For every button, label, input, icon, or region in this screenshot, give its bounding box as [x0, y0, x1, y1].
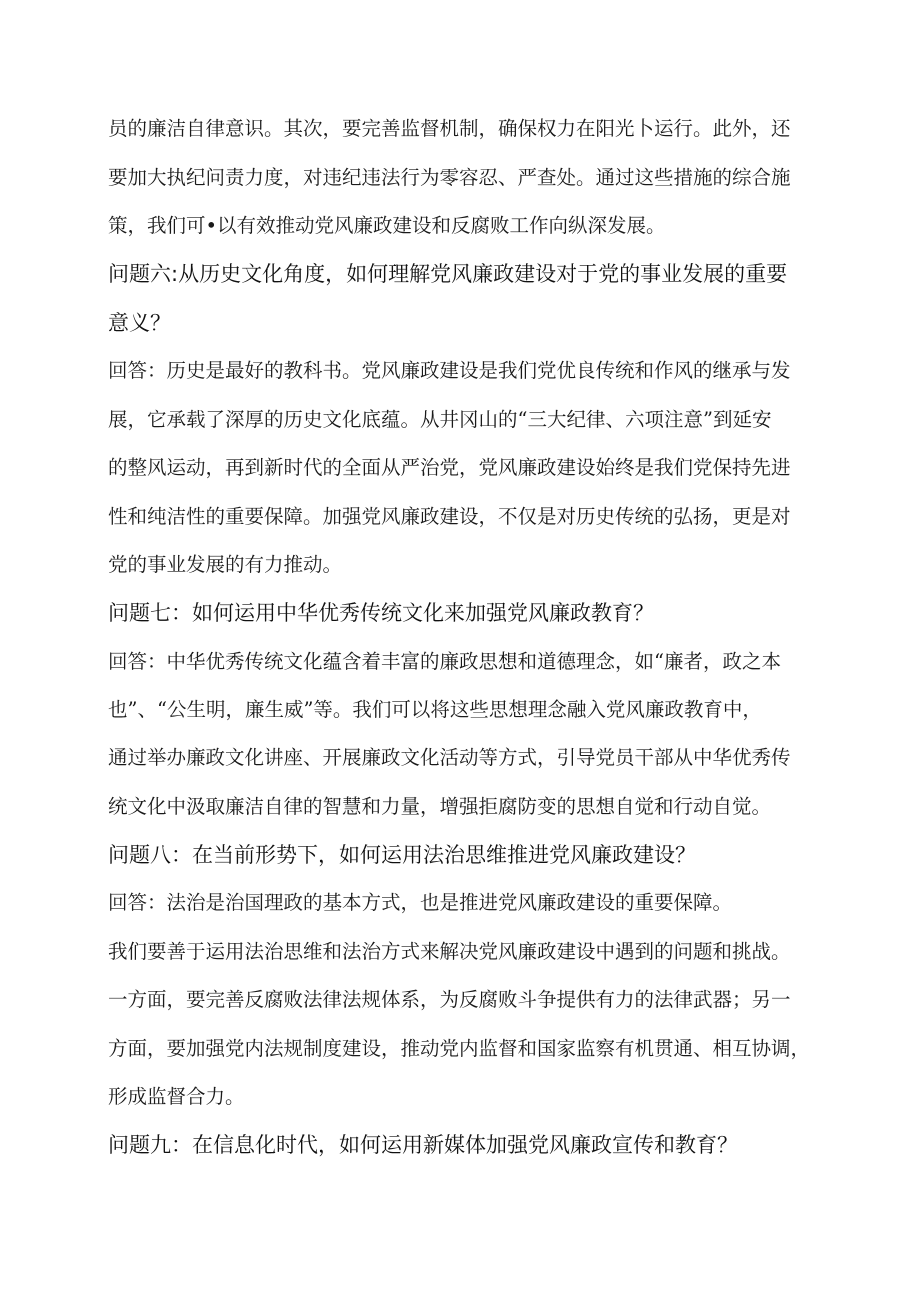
answer-7-line: 通过举办廉政文化讲座、开展廉政文化活动等方式，引导党员干部从中华优秀传	[108, 746, 791, 769]
answer-8-line: 方面，要加强党内法规制度建设，推动党内监督和国家监察有机贯通、相互协调，	[108, 1037, 811, 1060]
answer-8-line: 我们要善于运用法治思维和法治方式来解决党风廉政建设中遇到的问题和挑战。	[108, 940, 791, 963]
answer-7-line: 也”、“公生明，廉生威”等。我们可以将这些思想理念融入党风廉政教育中，	[108, 698, 762, 721]
answer-6-line: 党的事业发展的有力推动。	[108, 553, 343, 576]
question-8-heading: 问题八：在当前形势下，如何运用法治思维推进党风廉政建设？	[108, 843, 696, 867]
answer-6-line: 性和纯洁性的重要保障。加强党风廉政建设，不仅是对历史传统的弘扬，更是对	[108, 505, 791, 528]
answer-7-line: 回答：中华优秀传统文化蕴含着丰富的廉政思想和道德理念，如“廉者，政之本	[108, 650, 781, 673]
question-6-heading-cont: 意义？	[108, 311, 171, 335]
answer-8-line: 回答：法治是治国理政的基本方式，也是推进党风廉政建设的重要保障。	[108, 891, 733, 914]
answer-7-line: 统文化中汲取廉洁自律的智慧和力量，增强拒腐防变的思想自觉和行动自觉。	[108, 795, 772, 818]
question-7-heading: 问题七：如何运用中华优秀传统文化来加强党风廉政教育？	[108, 601, 654, 625]
paragraph-line: 要加大执纪问责力度，对违纪违法行为零容忍、严查处。通过这些措施的综合施	[108, 166, 791, 189]
paragraph-line: 员的廉洁自律意识。其次，要完善监督机制，确保权力在阳光卜运行。此外，还	[108, 117, 791, 140]
paragraph-line: 策，我们可•以有效推动党风廉政建设和反腐败工作向纵深发展。	[108, 214, 666, 237]
answer-6-line: 回答：历史是最好的教科书。党风廉政建设是我们党优良传统和作风的继承与发	[108, 359, 791, 382]
question-9-heading: 问题九：在信息化时代，如何运用新媒体加强党风廉政宣传和教育？	[108, 1133, 738, 1157]
answer-8-line: 形成监督合力。	[108, 1085, 245, 1108]
answer-8-line: 一方面，要完善反腐败法律法规体系，为反腐败斗争提供有力的法律武器；另一	[108, 988, 791, 1011]
answer-6-line: 的整风运动，再到新时代的全面从严治党，党风廉政建设始终是我们党保持先进	[108, 456, 791, 479]
answer-6-line: 展，它承载了深厚的历史文化底蕴。从井冈山的“三大纪律、六项注意”到延安	[108, 408, 772, 431]
question-6-heading: 问题六:从历史文化角度，如何理解党风廉政建设对于党的事业发展的重要	[108, 262, 788, 286]
